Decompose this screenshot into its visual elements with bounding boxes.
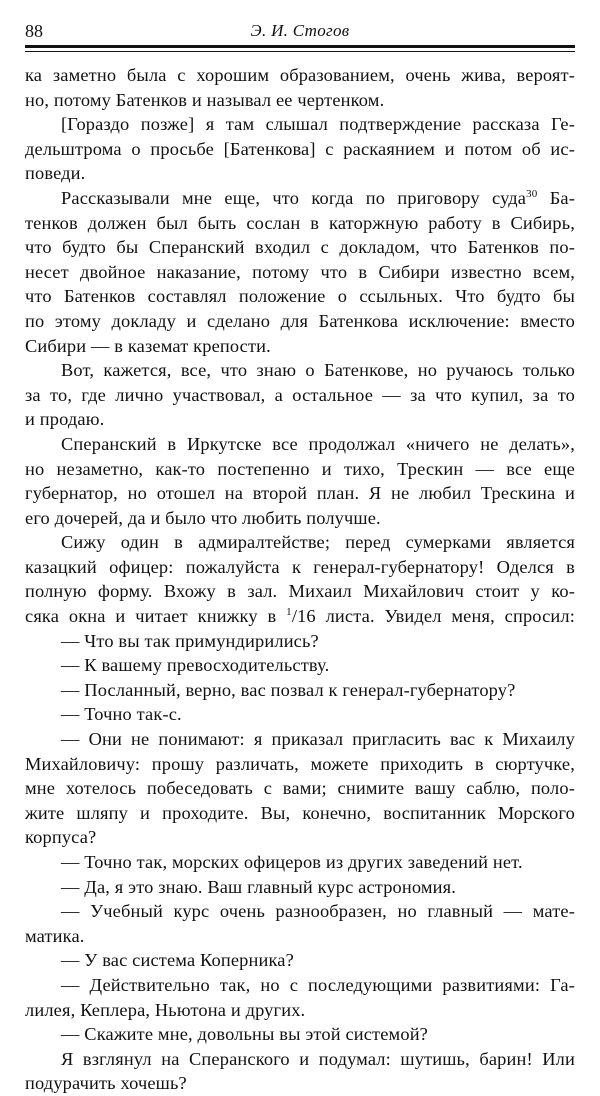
text-line [25, 850, 575, 875]
text-line [25, 899, 575, 924]
line-text: Я взглянул на Сперанского и подумал: шутишь, барин! Или [61, 1048, 575, 1069]
text-line [25, 629, 575, 654]
text-line [25, 432, 575, 457]
text-line [25, 457, 575, 482]
text-line [25, 530, 575, 555]
line-text: — Скажите мне, довольны вы этой системой? [61, 1024, 428, 1045]
text-line [25, 235, 575, 260]
line-text: сяка окна и читает книжку в [25, 606, 277, 627]
text-line [25, 481, 575, 506]
line-text: жите шляпу и проходите. Вы, конечно, воспитанник Морского [25, 802, 575, 823]
line-text: полную форму. Вхожу в зал. Михаил Михайлович стоит у ко- [25, 581, 575, 602]
text-line [25, 63, 575, 88]
line-text: поведи. [25, 163, 86, 184]
text-line [25, 825, 575, 850]
text-line [25, 1071, 575, 1096]
body-text [25, 63, 575, 1096]
line-text: — Они не понимают: я приказал пригласить вас к Михаилу [61, 729, 575, 750]
text-line [25, 407, 575, 432]
text-line [25, 383, 575, 408]
text-line [25, 506, 575, 531]
text-line [25, 358, 575, 383]
line-text: — Что вы так примундирились? [61, 630, 319, 651]
text-line [25, 334, 575, 359]
line-text: матика. [25, 925, 85, 946]
text-line [25, 137, 575, 162]
line-text: подурачить хочешь? [25, 1073, 187, 1094]
text-line [25, 702, 575, 727]
text-line [25, 112, 575, 137]
text-line [25, 579, 575, 604]
text-line [25, 161, 575, 186]
text-line [25, 924, 575, 949]
line-text: — Точно так, морских офицеров из других заведений нет. [61, 852, 523, 872]
line-text: Сижу один в адмиралтействе; перед сумерками является [61, 532, 575, 553]
line-text: лилея, Кеплера, Ньютона и других. [25, 999, 306, 1020]
line-text: за то, где лично участвовал, а остальное — за что купил, за то [25, 384, 575, 405]
line-text: Михайловичу: прошу различать, можете приходить в сюртучке, [25, 753, 575, 774]
line-text: [Гораздо позже] я там слышал подтверждение рассказа Ге- [61, 114, 575, 135]
header-rule-thick [25, 45, 575, 48]
text-line [25, 1022, 575, 1047]
text-line [25, 948, 575, 973]
text-line [25, 653, 575, 678]
text-line [25, 998, 575, 1023]
line-text: Сперанский в Иркутске все продолжал «ничего не делать», [61, 433, 575, 454]
line-text-continued: листа. Увидел меня, спросил: [315, 606, 575, 627]
footnote-marker: 30 [526, 187, 538, 200]
text-line [25, 604, 575, 629]
line-text: — У вас система Коперника? [61, 950, 294, 971]
line-text: его дочерей, да и было что любить получше. [25, 507, 381, 528]
line-text: — Действительно так, но с последующими развитиями: Га- [61, 974, 575, 995]
line-text: Вот, кажется, все, что знаю о Батенкове, но ручаюсь только [61, 360, 575, 381]
line-text: несет двойное наказание, потому что в Сибири известно всем, [25, 261, 575, 282]
line-text: но незаметно, как-то постепенно и тихо, Трескин — все еще [25, 458, 575, 479]
line-text: — Да, я это знаю. Ваш главный курс астрономия. [61, 876, 457, 897]
text-line [25, 752, 575, 777]
text-line [25, 727, 575, 752]
line-text: губернатор, но отошел на второй план. Я не любил Трескина и [25, 483, 575, 504]
text-line [25, 88, 575, 113]
line-text: ка заметно была с хорошим образованием, очень жива, вероят- [25, 65, 575, 85]
running-head: Э. И. Стогов [250, 21, 350, 40]
line-text: что будто бы Сперанский входил с докладом, что Батенков по- [25, 237, 575, 258]
text-line [25, 211, 575, 236]
text-line [25, 284, 575, 309]
line-text: корпуса? [25, 827, 97, 848]
line-text: казацкий офицер: пожалуйста к генерал-губернатору! Оделся в [25, 556, 575, 577]
line-text: Сибири — в каземат крепости. [25, 335, 271, 356]
line-text: мне хотелось побеседовать с вами; снимите вашу саблю, поло- [25, 778, 575, 799]
page-number: 88 [25, 21, 43, 41]
line-text: Рассказывали мне еще, что когда по приговору суда [61, 187, 527, 208]
text-line [25, 678, 575, 703]
line-text: и продаю. [25, 409, 105, 430]
line-text: — Учебный курс очень разнообразен, но главный — мате- [61, 901, 575, 922]
line-text: — Точно так-с. [61, 704, 182, 725]
line-text: но, потому Батенков и называл ее чертенком. [25, 89, 385, 110]
text-line [25, 555, 575, 580]
text-line [25, 801, 575, 826]
text-line [25, 973, 575, 998]
text-line [25, 875, 575, 900]
line-text: — Посланный, верно, вас позвал к генерал-губернатору? [61, 679, 516, 700]
line-text: тенков должен был быть сослан в каторжную работу в Сибирь, [25, 212, 575, 233]
line-text: что Батенков составлял положение о ссыльных. Что будто бы [25, 286, 575, 307]
text-line [25, 186, 575, 211]
fraction-denominator: /16 [291, 606, 316, 627]
line-text: дельштрома о просьбе [Батенкова] с раскаянием и потом об ис- [25, 138, 575, 159]
page-header [25, 20, 575, 42]
line-text: по этому докладу и сделано для Батенкова исключение: вместо [25, 310, 575, 331]
text-line [25, 260, 575, 285]
header-rule-thin [25, 51, 575, 52]
line-text: — К вашему превосходительству. [61, 655, 330, 676]
fraction-numerator: 1 [286, 606, 292, 619]
text-line [25, 1047, 575, 1072]
text-line [25, 309, 575, 334]
line-text-continued: Ба- [537, 187, 576, 208]
text-line [25, 776, 575, 801]
